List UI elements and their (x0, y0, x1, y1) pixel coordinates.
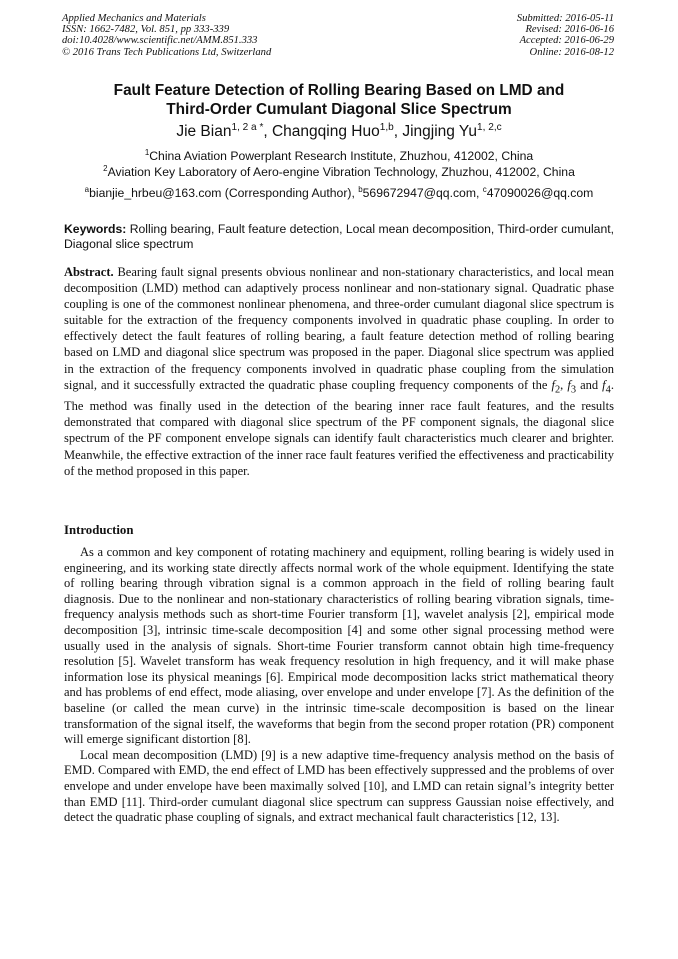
title-line: Third-Order Cumulant Diagonal Slice Spectrum (166, 101, 512, 118)
aff-text: Aviation Key Laboratory of Aero-engine Vibration Technology, Zhuzhou, 412002, China (107, 165, 575, 179)
paragraph: As a common and key component of rotating machinery and equipment, rolling bearing is widely used in engineering, and its working state directly affects normal work of the whole equipment. Identifying the state of rolling bearing through vibration signal is a common approach in the field of rolling bearing fault diagnosis. Due to the nonlinear and non-stationary characteristics of rolling bearing vibration signals, time-frequency analysis methods such as short-time Fourier transform [1], wavelet analysis [2], empirical mode decomposition [3], intrinsic time-scale decomposition [4] and some other signal processing method were usually used in the analysis of signals. Short-time Fourier transform cannot obtain high time-frequency resolution [5]. Wavelet transform has weak frequency resolution in high frequency, and it will make phase information lose its physical meanings [6]. Empirical mode decomposition lacks strict mathematical theory and has problems of end effect, mode aliasing, over envelope and under envelope [7]. As the definition of the baseline (or called the mean curve) in the intrinsic time-scale decomposition is based on the linear transformation of the signal itself, the waveforms that begin from the second proper rotation (PR) component will emerge significant distortion [8]. (64, 545, 614, 747)
math-sub: 4 (605, 384, 611, 396)
copyright: © 2016 Trans Tech Publications Ltd, Switzerland (62, 46, 272, 58)
abstract-text: , (560, 377, 568, 392)
abstract-text: Bearing fault signal presents obvious nonlinear and non-stationary characteristics, and local mean decomposition (LMD) method can adaptively process nonlinear and non-stationary signal. Quadratic phase coupling is one of the commonest nonlinear phenomena, and three-order cumulant diagonal slice spectrum is suitable for the extraction of the frequency components involved in quadratic phase coupling. In order to effectively detect the fault features of rolling bearing, a fault feature detection method of rolling bearing based on LMD and diagonal slice spectrum was proposed in the paper. Diagonal slice spectrum was applied in the extraction of the frequency components involved in quadratic phase coupling from the simulation signal, and it successfully extracted the quadratic phase coupling frequency components of the (64, 265, 614, 392)
dates-info (517, 13, 614, 58)
keywords (64, 222, 614, 252)
abstract-label: Abstract. (64, 265, 114, 279)
author-name: Jingjing Yu (402, 123, 478, 140)
author-sup: 1,b (379, 121, 394, 133)
emails (40, 186, 638, 200)
submitted-date: Submitted: 2016-05-11 (516, 13, 614, 24)
aff-sup: 1 (144, 147, 150, 157)
aff-text: China Aviation Powerplant Research Institute, Zhuzhou, 412002, China (149, 149, 534, 163)
paper-title (40, 81, 638, 119)
separator: , (393, 123, 403, 140)
author-name: Jie Bian (176, 123, 232, 140)
author-sup: 1, 2,c (477, 121, 502, 133)
aff-sup: 2 (103, 163, 108, 173)
math-var: f (602, 377, 606, 392)
issn: ISSN: 1662-7482, Vol. 851, pp 333-339 (62, 24, 230, 36)
accepted-date: Accepted: 2016-06-29 (519, 35, 614, 47)
email-sup: c (482, 184, 487, 194)
author-name: Changqing Huo (271, 123, 380, 140)
math-var: f (567, 377, 571, 392)
journal-name: Applied Mechanics and Materials (62, 13, 206, 24)
affiliation (40, 149, 638, 163)
keywords-text: Rolling bearing, Fault feature detection, Local mean decomposition, Third-order cumulant, Diagonal slice spectrum (64, 222, 614, 251)
abstract-text: . The method was finally used in the detection of the bearing inner race fault features, and the results demonstrated that compared with diagonal slice spectrum of the PF component signals, the diagonal slice spectrum of the PF component envelope signals can identify fault characteristics much clearer and brighter. Meanwhile, the effective extraction of the inner race fault features verified the effectiveness and practicability of the method proposed in this paper. (64, 377, 614, 478)
abstract-text: and (576, 377, 603, 392)
keywords-label: Keywords: (64, 222, 127, 236)
email-sup: a (84, 184, 90, 194)
revised-date: Revised: 2016-06-16 (525, 24, 614, 36)
affiliation (40, 165, 638, 179)
journal-info (62, 13, 271, 58)
email: 47090026@qq.com (486, 186, 594, 200)
abstract (64, 264, 614, 479)
email: bianjie_hrbeu@163.com (Corresponding Author), (89, 186, 359, 200)
online-date: Online: 2016-08-12 (529, 46, 614, 58)
paragraph: Local mean decomposition (LMD) [9] is a new adaptive time-frequency analysis method on the basis of EMD. Compared with EMD, the end effect of LMD has been effectively suppressed and the problems of over envelope and under envelope have been maximally solved [10], and LMD can retain signal’s integrity better than EMD [11]. Third-order cumulant diagonal slice spectrum can suppress Gaussian noise effectively, and detect the quadratic phase coupling of signals, and extract mechanical fault characteristics [12, 13]. (64, 747, 614, 825)
math-var: f (551, 377, 555, 392)
math-sub: 3 (570, 384, 577, 396)
email: 569672947@qq.com, (362, 186, 483, 200)
author-sup: 1, 2 a * (231, 121, 264, 133)
doi: doi:10.4028/www.scientific.net/AMM.851.333 (62, 35, 258, 47)
authors (40, 123, 638, 141)
math-sub: 2 (554, 384, 561, 396)
section-heading: Introduction (64, 523, 134, 537)
introduction-body (64, 545, 614, 826)
separator: , (263, 123, 272, 140)
email-sup: b (358, 184, 363, 194)
title-line: Fault Feature Detection of Rolling Bearing Based on LMD and (113, 82, 565, 99)
